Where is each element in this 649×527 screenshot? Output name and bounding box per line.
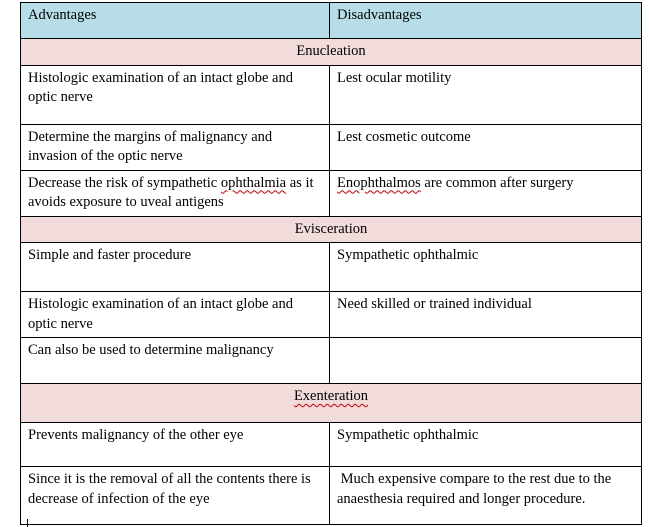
advantage-cell: Prevents malignancy of the other eye [21, 423, 330, 467]
header-disadvantages: Disadvantages [330, 3, 642, 39]
advantage-cell: Histologic examination of an intact globe and optic nerve [21, 65, 330, 124]
table-row [21, 65, 642, 124]
advantage-cell: Since it is the removal of all the contents there is decrease of infection of the eye [21, 467, 330, 525]
section-row-exenteration [21, 384, 642, 423]
disadvantage-cell: Sympathetic ophthalmic [330, 423, 642, 467]
header-advantages: Advantages [21, 3, 330, 39]
advantage-cell: Histologic examination of an intact globe and optic nerve [21, 292, 330, 338]
table-row [21, 338, 642, 384]
spelling-flagged-word: Enophthalmos [337, 174, 421, 191]
table-row [21, 467, 642, 525]
disadvantage-cell: Lest cosmetic outcome [330, 124, 642, 170]
section-row-enucleation [21, 39, 642, 66]
disadvantage-cell: Need skilled or trained individual [330, 292, 642, 338]
table-row [21, 124, 642, 170]
table-row [21, 423, 642, 467]
advantage-text-end: as it avoids exposure to uveal antigens [28, 174, 314, 210]
advantage-text-start: Decrease the risk of sympathetic [28, 174, 221, 191]
comparison-table [20, 2, 642, 525]
section-title-evisceration: Evisceration [21, 216, 642, 243]
advantage-cell: Can also be used to determine malignancy [21, 338, 330, 384]
header-row [21, 3, 642, 39]
section-title-enucleation: Enucleation [21, 39, 642, 66]
advantage-cell: Determine the margins of malignancy and invasion of the optic nerve [21, 124, 330, 170]
disadvantage-cell [330, 170, 642, 216]
advantage-cell: Simple and faster procedure [21, 243, 330, 292]
table-row [21, 243, 642, 292]
spelling-flagged-word: ophthalmia [220, 174, 287, 191]
disadvantage-cell: Much expensive compare to the rest due to the anaesthesia required and longer procedure. [330, 467, 642, 525]
section-title-exenteration [21, 384, 642, 423]
table-row [21, 292, 642, 338]
table-row [21, 170, 642, 216]
spelling-flagged-word: Exenteration [293, 388, 369, 404]
text-cursor [27, 519, 28, 527]
section-row-evisceration [21, 216, 642, 243]
disadvantage-text-end: are common after surgery [420, 174, 574, 191]
disadvantage-cell: Lest ocular motility [330, 65, 642, 124]
disadvantage-cell [330, 338, 642, 384]
advantage-cell [21, 170, 330, 216]
disadvantage-cell: Sympathetic ophthalmic [330, 243, 642, 292]
